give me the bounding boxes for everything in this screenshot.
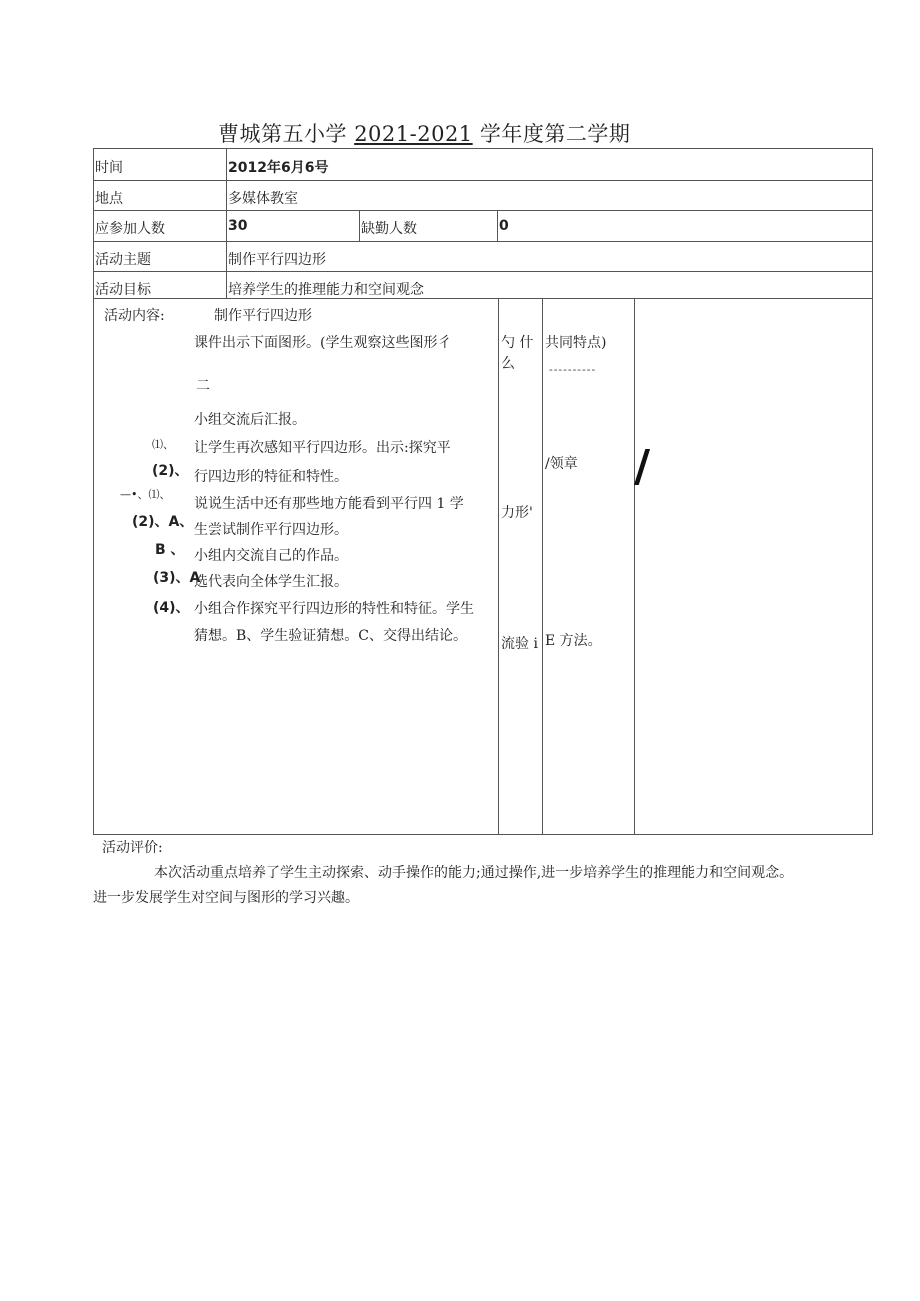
table-rule — [93, 271, 873, 272]
table-column-rule — [498, 298, 499, 835]
evaluation-label: 活动评价: — [102, 840, 163, 856]
slash-mark: / — [634, 441, 651, 492]
evaluation-text-2: 进一步发展学生对空间与图形的学习兴趣。 — [93, 890, 359, 906]
col3-dashes: ---------- — [549, 363, 597, 376]
col2-text: 么 — [501, 356, 515, 372]
content-line: 生尝试制作平行四边形。 — [194, 522, 348, 538]
attendance-label: 应参加人数 — [95, 221, 165, 237]
title-years: 2021-2021 — [354, 122, 473, 146]
content-line: 行四边形的特征和特性。 — [194, 469, 348, 485]
table-rule — [93, 298, 873, 299]
table-border-left — [93, 148, 94, 835]
content-line: 小组交流后汇报。 — [194, 412, 306, 428]
content-line: 小组合作探究平行四边形的特性和特征。学生 — [194, 601, 474, 617]
content-line: 猜想。B、学生验证猜想。C、交得出结论。 — [194, 628, 467, 644]
time-value: 2012年6月6号 — [228, 160, 329, 176]
table-column-rule — [542, 298, 543, 835]
col3-text: E 方法。 — [545, 633, 602, 649]
table-rule — [93, 241, 873, 242]
content-line: 二 — [196, 378, 210, 394]
time-label: 时间 — [95, 160, 123, 176]
table-column-rule — [634, 298, 635, 835]
table-column-rule — [497, 210, 498, 241]
content-line: 课件出示下面图形。(学生观察这些图形彳 — [194, 335, 452, 351]
place-label: 地点 — [95, 191, 123, 207]
list-marker: (2)、A、 — [132, 514, 194, 530]
title-prefix: 曹城第五小学 — [218, 122, 355, 146]
list-marker: (2)、 — [152, 463, 189, 479]
content-label: 活动内容: — [104, 308, 165, 324]
col2-text: 流验 i — [501, 636, 538, 652]
list-marker: —•、⑴、 — [120, 488, 171, 501]
table-border-right — [872, 148, 873, 835]
list-marker: B 、 — [155, 542, 185, 558]
goal-value: 培养学生的推理能力和空间观念 — [228, 282, 424, 298]
theme-value: 制作平行四边形 — [228, 252, 326, 268]
content-line: 小组内交流自己的作品。 — [194, 548, 348, 564]
content-heading: 制作平行四边形 — [214, 308, 312, 324]
goal-label: 活动目标 — [95, 282, 151, 298]
col3-text: /领章 — [545, 456, 578, 472]
table-column-rule — [359, 210, 360, 241]
content-line: 说说生活中还有那些地方能看到平行四 1 学 — [194, 496, 464, 512]
theme-label: 活动主题 — [95, 252, 151, 268]
place-value: 多媒体教室 — [228, 191, 298, 207]
table-column-rule — [226, 148, 227, 298]
table-rule — [93, 180, 873, 181]
col3-text: 共同特点) — [545, 335, 607, 351]
table-border-bottom — [93, 834, 873, 835]
absent-label: 缺勤人数 — [361, 221, 417, 237]
content-line: 让学生再次感知平行四边形。出示:探究平 — [194, 440, 451, 456]
list-marker: (4)、 — [153, 600, 190, 616]
absent-value: 0 — [499, 218, 509, 234]
document-title — [218, 118, 630, 148]
evaluation-text-1: 本次活动重点培养了学生主动探索、动手操作的能力;通过操作,进一步培养学生的推理能力和空间观念。 — [154, 865, 794, 881]
list-marker: ⑴、 — [152, 438, 174, 451]
table-rule — [93, 210, 873, 211]
title-suffix: 学年度第二学期 — [472, 122, 631, 146]
table-border-top — [93, 148, 873, 149]
attendance-value: 30 — [228, 218, 248, 234]
col2-text: 力形' — [501, 505, 533, 521]
content-line: 选代表向全体学生汇报。 — [194, 574, 348, 590]
col2-text: 勺 什 — [501, 335, 534, 351]
list-marker: (3)、A — [153, 570, 201, 586]
